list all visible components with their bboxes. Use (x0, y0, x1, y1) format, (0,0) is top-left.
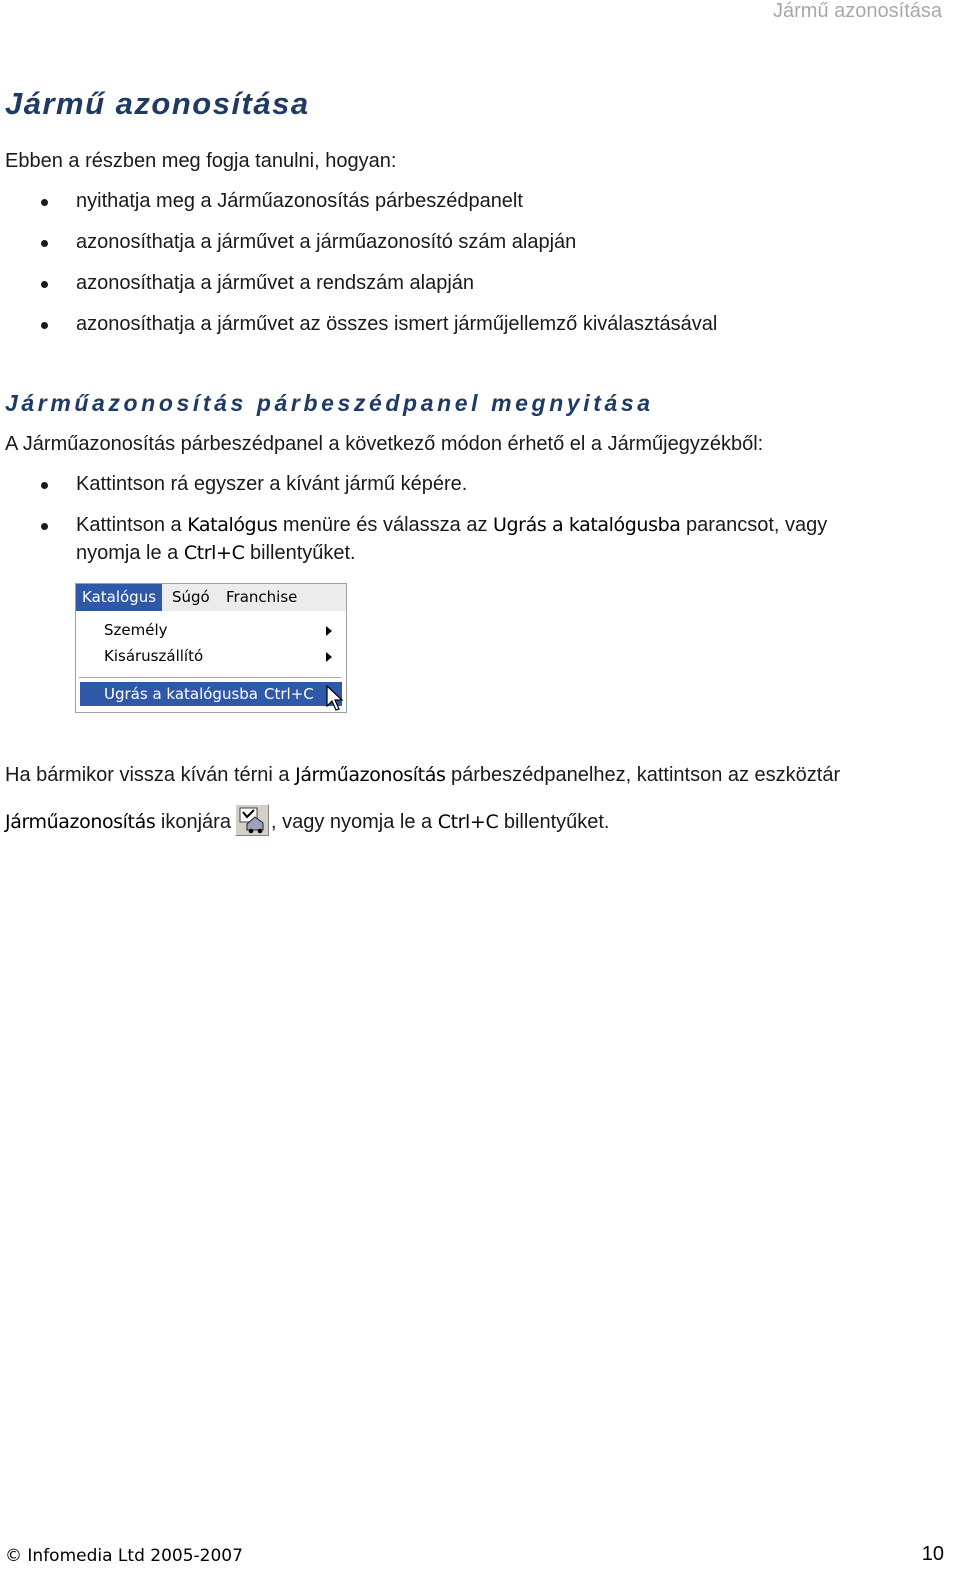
ui-term-jarmuazonositas: Járműazonosítás (5, 811, 156, 833)
bullet-icon (41, 199, 48, 206)
ui-term-ugras: Ugrás a katalógusba (493, 514, 681, 536)
mouse-pointer-icon (326, 685, 346, 713)
list-item: azonosíthatja a járművet az összes ismert járműjellemző kiválasztásával (76, 311, 717, 338)
subsection-title: Járműazonosítás párbeszédpanel megnyitása (5, 390, 654, 416)
submenu-arrow-icon (326, 626, 332, 636)
bullet-icon (41, 240, 48, 247)
list-item-continuation: nyomja le a Ctrl+C billentyűket. (76, 542, 356, 564)
menu-bar (76, 584, 346, 611)
menu-item-szemely[interactable]: Személy (76, 618, 342, 642)
bullet-icon (41, 281, 48, 288)
list-item: Kattintson rá egyszer a kívánt jármű képére. (76, 471, 467, 498)
list-item: azonosíthatja a járművet a rendszám alapján (76, 270, 474, 297)
bullet-icon (41, 482, 48, 489)
ui-term-jarmuazonositas: Járműazonosítás (295, 764, 446, 786)
submenu-arrow-icon (326, 652, 332, 662)
closing-paragraph-line2: Járműazonosítás ikonjára , vagy nyomja le a Ctrl+C billentyűket. (5, 804, 609, 836)
menu-separator (79, 677, 341, 679)
intro-text: Ebben a részben meg fogja tanulni, hogyan: (5, 150, 397, 172)
ui-term-shortcut: Ctrl+C (437, 811, 499, 833)
ui-term-katalogus: Katalógus (187, 514, 278, 536)
closing-paragraph-line1: Ha bármikor vissza kíván térni a Járműazonosítás párbeszédpanelhez, kattintson az eszköztár (5, 764, 841, 786)
ui-term-shortcut: Ctrl+C (183, 542, 245, 564)
bullet-icon (41, 523, 48, 530)
bullet-icon (41, 322, 48, 329)
menu-shortcut: Ctrl+C (264, 685, 314, 703)
menu-item-ugras-a-katalogusba[interactable]: Ugrás a katalógusba Ctrl+C (80, 682, 342, 706)
menu-franchise[interactable]: Franchise (226, 588, 298, 606)
page-number: 10 (921, 1543, 944, 1565)
list-item: nyithatja meg a Járműazonosítás párbeszédpanelt (76, 188, 523, 215)
running-header: Jármű azonosítása (773, 0, 942, 22)
list-item: Kattintson a Katalógus menüre és válassza az Ugrás a katalógusba parancsot, vagy (76, 512, 827, 539)
menu-sugo[interactable]: Súgó (172, 588, 210, 606)
page-title: Jármű azonosítása (5, 86, 310, 121)
menu-katalogus[interactable]: Katalógus (76, 584, 162, 611)
vehicle-identification-icon (235, 804, 269, 836)
catalog-menu-screenshot (75, 583, 347, 713)
subsection-intro: A Járműazonosítás párbeszédpanel a következő módon érhető el a Járműjegyzékből: (5, 433, 764, 455)
list-item: azonosíthatja a járművet a járműazonosító szám alapján (76, 229, 576, 256)
menu-item-kisaruszallito[interactable]: Kisáruszállító (76, 644, 342, 668)
footer-copyright: © Infomedia Ltd 2005-2007 (5, 1546, 243, 1566)
